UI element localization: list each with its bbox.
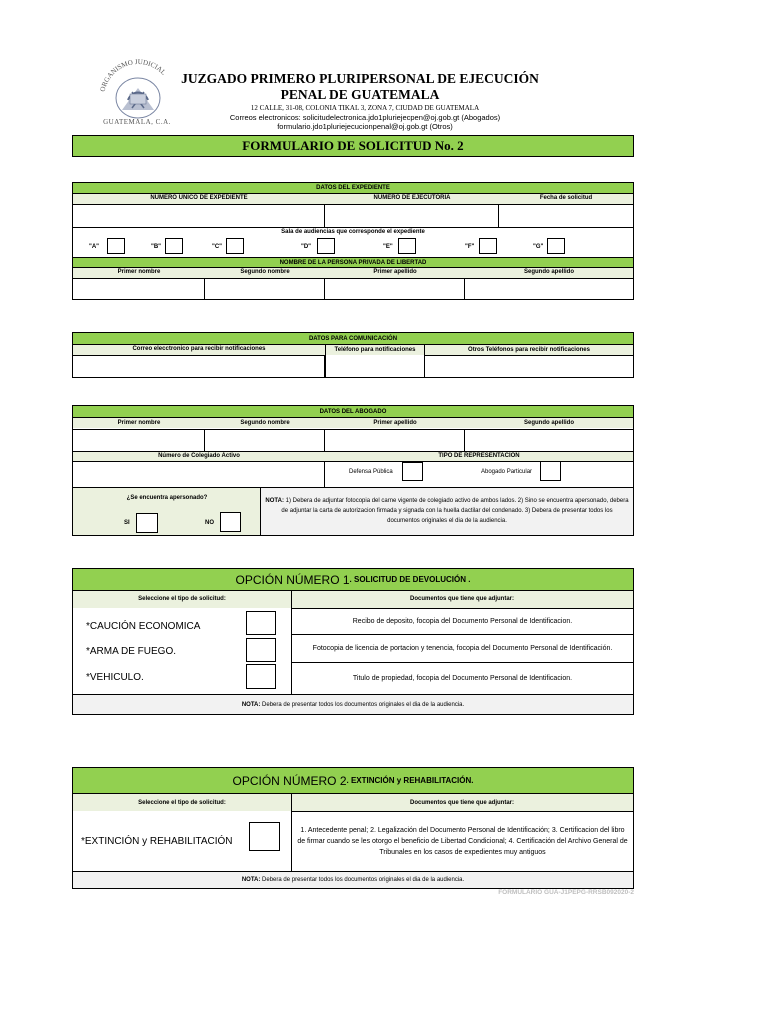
abogado-title-bar xyxy=(73,406,633,418)
abogado-nota-text: 1) Debera de adjuntar fotocopia del carne vigente de colegiado activo de ambos lados. 2) Sino se encuentra apersonado, debera de adjuntar la carta de autorizacion firmada y signada con la huella dactilar del condenado. 3) Debera de presentar todos los documentos originales el dia de la audiencia. xyxy=(281,498,629,524)
opcion2-title-big: OPCIÓN NÚMERO 2 xyxy=(232,773,347,788)
expediente-section xyxy=(72,182,634,300)
sala-f-checkbox[interactable] xyxy=(479,238,497,254)
sala-e-label: "E" xyxy=(383,244,393,250)
col-numero-ejecutoria: NÚMERO DE EJECUTORIA xyxy=(373,195,451,201)
opcion2-col-docs: Documentos que tiene que adjuntar: xyxy=(409,800,514,806)
opcion1-col-tipo: Seleccione el tipo de solicitud: xyxy=(138,596,226,602)
persona-title-bar xyxy=(73,257,633,268)
abogado-primer-apellido-field[interactable] xyxy=(325,429,465,451)
colegiado-field[interactable] xyxy=(73,461,325,487)
defensa-publica-label: Defensa Pública xyxy=(349,469,393,475)
opcion1-docs-1-cell xyxy=(292,608,633,634)
fecha-solicitud-field[interactable] xyxy=(499,204,633,227)
abogado-nota xyxy=(265,496,629,526)
no-label: NO xyxy=(205,520,214,526)
opcion1-col-docs: Documentos que tiene que adjuntar: xyxy=(409,596,514,602)
abogado-primer-nombre-field[interactable] xyxy=(73,429,205,451)
sala-d-checkbox[interactable] xyxy=(317,238,335,254)
sala-g-label: "G" xyxy=(533,244,544,250)
opcion2-title-bar xyxy=(73,768,633,794)
opcion2-nota-text: Debera de presentar todos los documentos originales el dia de la audiencia. xyxy=(260,877,465,883)
abogado-segundo-apellido-field[interactable] xyxy=(465,429,633,451)
correo-field[interactable] xyxy=(73,355,325,377)
sala-label: Sala de audiencias que corresponde el expediente xyxy=(281,229,425,235)
otros-telefonos-field[interactable] xyxy=(425,355,633,377)
persona-primer-apellido-field[interactable] xyxy=(325,278,465,299)
sala-a-checkbox[interactable] xyxy=(107,238,125,254)
abogado-particular-label: Abogado Particular xyxy=(481,469,533,475)
persona-col-primer-nombre: Primer nombre xyxy=(117,269,161,275)
extincion-checkbox[interactable] xyxy=(249,822,280,851)
caucion-checkbox[interactable] xyxy=(246,611,276,635)
opcion1-docs-2-cell xyxy=(292,634,633,662)
opcion1-title-bar xyxy=(73,569,633,591)
opcion2-nota-label: NOTA: xyxy=(241,877,261,883)
persona-segundo-nombre-field[interactable] xyxy=(205,278,325,299)
form-title-bar xyxy=(72,135,634,157)
abogado-particular-checkbox[interactable] xyxy=(540,461,561,481)
opcion1-section xyxy=(72,568,634,715)
vehiculo-checkbox[interactable] xyxy=(246,664,276,689)
opcion1-title-big: OPCIÓN NÚMERO 1 xyxy=(235,572,350,587)
seal-text-top: ORGANISMO JUDICIAL xyxy=(98,57,168,93)
emails-line2: formulario.jdo1pluriejecucionpenal@oj.gob.gt (Otros) xyxy=(277,122,453,131)
expediente-title-bar xyxy=(73,183,633,194)
sala-b-checkbox[interactable] xyxy=(165,238,183,254)
persona-segundo-apellido-field[interactable] xyxy=(465,278,633,299)
opcion1-tipo-3: *VEHICULO. xyxy=(86,672,144,683)
col-telefono: Teléfono para notificaciones xyxy=(334,347,416,353)
persona-primer-nombre-field[interactable] xyxy=(73,278,205,299)
telefono-field[interactable] xyxy=(325,345,425,377)
si-checkbox[interactable] xyxy=(136,513,158,533)
opcion1-docs-3: Titulo de propiedad, focopia del Documento Personal de Identificacion. xyxy=(352,675,573,682)
opcion1-title-small: . SOLICITUD DE DEVOLUCIÓN . xyxy=(349,575,471,584)
abogado-col-segundo-apellido: Segundo apellido xyxy=(523,420,574,426)
opcion1-tipo-1: *CAUCIÓN ECONOMICA xyxy=(86,621,201,632)
opcion1-docs-2: Fotocopia de licencia de portacion y tenencia, focopia del Documento Personal de Identificación. xyxy=(312,645,613,652)
opcion1-nota-label: NOTA: xyxy=(241,701,261,708)
defensa-publica-checkbox[interactable] xyxy=(402,462,423,481)
abogado-segundo-nombre-field[interactable] xyxy=(205,429,325,451)
persona-col-segundo-nombre: Segundo nombre xyxy=(240,269,290,275)
opcion2-docs: 1. Antecedente penal; 2. Legalización del Documento Personal de Identificación; 3. Certificacion del libro de firmar cuando se les otorgo el beneficio de Libertad Condicional; 4. Certificación del Archivo General de Tribunales en los casos de expedientes muy antiguos xyxy=(297,827,628,856)
tipo-representacion-label: TIPO DE REPRESENTACIÓN xyxy=(438,453,520,459)
court-address: 12 CALLE, 31-08, COLONIA TIKAL 3, ZONA 7, CIUDAD DE GUATEMALA xyxy=(250,104,480,112)
sala-c-label: "C" xyxy=(212,244,223,250)
col-fecha-solicitud: Fecha de solicitud xyxy=(539,195,593,201)
sala-a-label: "A" xyxy=(89,244,100,250)
opcion2-nota-row xyxy=(73,871,633,888)
persona-title: NOMBRE DE LA PERSONA PRIVADA DE LIBERTAD xyxy=(279,259,427,266)
si-label: SI xyxy=(124,520,130,526)
apersonado-question: ¿Se encuentra apersonado? xyxy=(126,495,208,501)
numero-ejecutoria-field[interactable] xyxy=(325,204,499,227)
abogado-col-primer-apellido: Primer apellido xyxy=(373,420,417,426)
comunicacion-title-bar xyxy=(73,333,633,345)
no-checkbox[interactable] xyxy=(220,512,241,532)
opcion2-tipo: *EXTINCIÓN y REHABILITACIÓN xyxy=(81,836,233,847)
abogado-title: DATOS DEL ABOGADO xyxy=(319,408,387,415)
abogado-col-segundo-nombre: Segundo nombre xyxy=(240,420,290,426)
sala-b-label: "B" xyxy=(151,244,162,250)
opcion2-col-tipo: Seleccione el tipo de solicitud: xyxy=(138,800,226,806)
abogado-nota-label: NOTA: xyxy=(265,498,284,504)
col-otros-telefonos: Otros Teléfonos para recibir notificaciones xyxy=(468,347,590,353)
opcion1-nota-row xyxy=(73,694,633,714)
opcion1-tipo-2: *ARMA DE FUEGO. xyxy=(86,646,177,657)
emails-line1: Correos electronicos: solicitudelectronica.jdo1pluriejecpen@oj.gob.gt (Abogados) xyxy=(229,113,501,122)
numero-unico-field[interactable] xyxy=(73,204,325,227)
col-numero-unico: NÚMERO UNICO DE EXPEDIENTE xyxy=(150,195,248,201)
sala-f-label: "F" xyxy=(465,244,475,250)
seal-text-bottom: GUATEMALA, C.A. xyxy=(103,118,171,126)
arma-checkbox[interactable] xyxy=(246,638,276,662)
opcion1-docs-1: Recibo de deposito, focopia del Documento Personal de Identificacion. xyxy=(352,618,573,625)
form-title: FORMULARIO DE SOLICITUD No. 2 xyxy=(242,138,464,153)
comunicacion-title: DATOS PARA COMUNICACIÓN xyxy=(308,335,398,342)
abogado-col-primer-nombre: Primer nombre xyxy=(117,420,161,426)
sala-e-checkbox[interactable] xyxy=(398,238,416,254)
opcion1-docs-3-cell xyxy=(292,662,633,694)
abogado-section xyxy=(72,405,634,536)
court-name-line1: JUZGADO PRIMERO PLURIPERSONAL DE EJECUCIÓN xyxy=(181,71,539,86)
persona-col-segundo-apellido: Segundo apellido xyxy=(523,269,574,275)
comunicacion-section xyxy=(72,332,634,378)
col-correo: Correo elecctronico para recibir notificaciones xyxy=(132,346,266,352)
expediente-title: DATOS DEL EXPEDIENTE xyxy=(316,185,390,191)
persona-col-primer-apellido: Primer apellido xyxy=(373,269,417,275)
form-code: FORMULARIO GUA-J1PEPG-RRSB092020-2 xyxy=(498,889,634,896)
opcion2-docs-cell xyxy=(292,811,633,871)
opcion2-section xyxy=(72,767,634,889)
court-name-line2: PENAL DE GUATEMALA xyxy=(280,87,440,102)
opcion1-nota-text: Debera de presentar todos los documentos originales el dia de la audiencia. xyxy=(260,701,465,708)
opcion2-title-small: . EXTINCIÓN y REHABILITACIÓN. xyxy=(346,776,474,785)
sala-d-label: "D" xyxy=(301,244,312,250)
sala-c-checkbox[interactable] xyxy=(226,238,244,254)
sala-g-checkbox[interactable] xyxy=(547,238,565,254)
colegiado-label: Número de Colegiado Activo xyxy=(158,453,240,459)
